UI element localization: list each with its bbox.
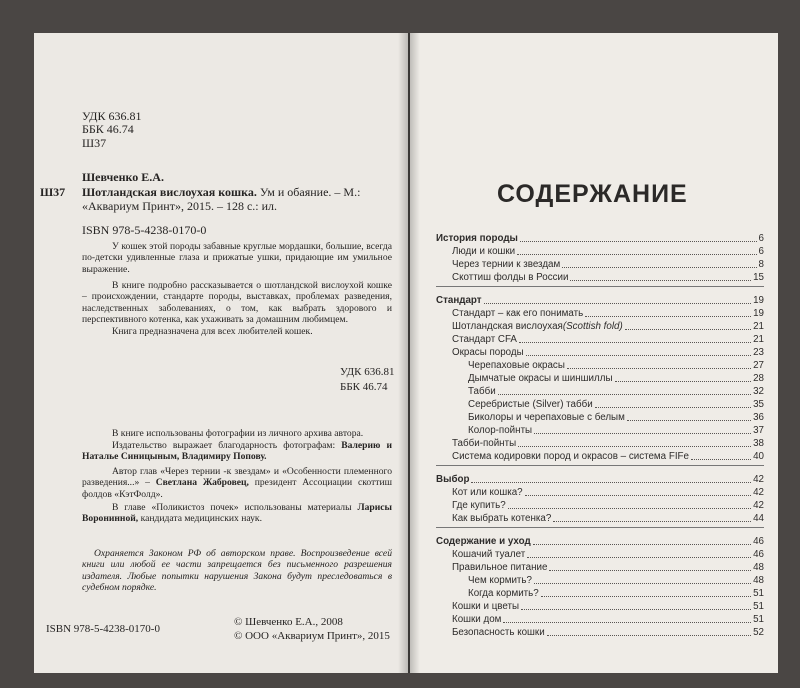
toc-leader-dots [549,570,751,571]
toc-page-number: 15 [753,272,764,283]
toc-entry-label: Кошачий туалет [452,549,526,560]
toc-entry-label: Кошки дом [452,614,502,625]
toc-leader-dots [526,355,751,356]
toc-page-number: 48 [753,562,764,573]
book-gutter [398,33,420,673]
toc-page-number: 23 [753,347,764,358]
toc-entry [452,626,764,639]
toc-page-number: 51 [753,588,764,599]
toc-page-number: 42 [753,487,764,498]
toc-entry [468,372,764,385]
toc-entry-label: Люди и кошки [452,246,516,257]
toc-entry [452,271,764,284]
udk-code: УДК 636.81 [340,366,395,378]
toc-leader-dots [484,303,752,304]
toc-entry-label: Дымчатые окрасы и шиншиллы [468,373,613,384]
toc-entry [468,424,764,437]
toc-separator [436,527,764,528]
toc-leader-dots [595,407,751,408]
udk-code: УДК 636.81 [82,109,142,123]
toc-leader-dots [517,254,756,255]
toc-leader-dots [519,342,751,343]
toc-entry [468,398,764,411]
bbk-code: ББК 46.74 [340,381,388,393]
toc-page-number: 44 [753,513,764,524]
toc-page-number: 51 [753,601,764,612]
toc-page-number: 35 [753,399,764,410]
toc-separator [436,465,764,466]
photographers-names: Валерию и Наталье Синицыным, Владимиру Попову. [82,440,392,463]
toc-page-number: 46 [753,549,764,560]
toc-section [436,294,764,307]
toc-entry [452,600,764,613]
toc-page-number: 51 [753,614,764,625]
toc-entry-label: Серебристые (Silver) табби [468,399,593,410]
toc-entry [452,320,764,333]
toc-leader-dots [533,544,751,545]
toc-entry-label: Где купить? [452,500,506,511]
toc-entry-label: Табби-пойнты [452,438,517,449]
author-name: Шевченко Е.А. [82,170,164,184]
toc-entry-label: Кот или кошка? [452,487,523,498]
toc-entry-label: Табби [468,386,496,397]
toc-entry [452,561,764,574]
toc-page-number: 42 [753,474,764,485]
toc-entry-label: Когда кормить? [468,588,539,599]
toc-entry-label: Как выбрать котенка? [452,513,552,524]
toc-section [436,535,764,548]
toc-leader-dots [553,521,751,522]
toc-leader-dots [534,583,751,584]
toc-entry [452,450,764,463]
toc-leader-dots [534,433,751,434]
toc-leader-dots [562,267,756,268]
toc-entry [452,512,764,525]
toc-leader-dots [691,459,751,460]
toc-entry [452,245,764,258]
toc-entry [452,346,764,359]
toc-page-number: 28 [753,373,764,384]
toc-page-number: 6 [758,233,764,244]
credits-paragraph [82,502,392,525]
toc-entry-label: Через тернии к звездам [452,259,561,270]
author-code: Ш37 [82,136,107,150]
toc-entry [468,411,764,424]
credits-text: Издательство выражает благодарность фотографам: [112,440,336,451]
toc-entry-label: Безопасность кошки [452,627,545,638]
credits-text: кандидата медицинских наук. [140,513,262,525]
toc-entry-label: Правильное питание [452,562,548,573]
toc-page-number: 21 [753,334,764,345]
copyright-author: © Шевченко Е.А., 2008 [234,616,343,628]
toc-page-number: 6 [758,246,764,257]
annotation-paragraph: В книге подробно рассказывается о шотландской вислоухой кошке – происхождении, стандарте породы, выставках, проблемах разведения, наследственных заболеваниях, о том, как выбрать здорового и перспективного котенка, как ухаживать за домашним любимцем. [82,280,392,326]
toc-entry [452,613,764,626]
toc-leader-dots [508,508,751,509]
toc-leader-dots [527,557,751,558]
toc-page-number: 40 [753,451,764,462]
copyright-publisher: © ООО «Аквариум Принт», 2015 [234,630,390,642]
toc-leader-dots [498,394,751,395]
book-title: Шотландская вислоухая кошка. [82,185,257,199]
toc-leader-dots [525,495,751,496]
catalog-code: Ш37 [40,185,66,199]
toc-entry-label: Биколоры и черепаховые с белым [468,412,625,423]
toc-entry [468,574,764,587]
toc-entry [468,587,764,600]
credits-paragraph [82,466,392,500]
toc-page-number: 48 [753,575,764,586]
toc-entry-label: История породы [436,233,518,244]
toc-leader-dots [541,596,751,597]
toc-leader-dots [567,368,751,369]
toc-page-number: 37 [753,425,764,436]
toc-leader-dots [503,622,751,623]
toc-entry-label: Стандарт – как его понимать [452,308,584,319]
toc-separator [436,286,764,287]
toc-leader-dots [615,381,752,382]
bbk-code: ББК 46.74 [82,122,134,136]
toc-page-number: 8 [758,259,764,270]
credits-paragraph [82,440,392,463]
toc-entry-label: Стандарт [436,295,482,306]
toc-entry [468,385,764,398]
toc-leader-dots [585,316,751,317]
toc-entry [452,486,764,499]
toc-entry [452,548,764,561]
catalog-line-2: «Аквариум Принт», 2015. – 128 с.: ил. [82,199,278,213]
toc-entry [452,258,764,271]
toc-entry-label: Черепаховые окрасы [468,360,565,371]
toc-page-number: 42 [753,500,764,511]
toc-section [436,473,764,486]
toc-entry-label: Содержание и уход [436,536,531,547]
toc-entry-label: Скоттиш фолды в России [452,272,569,283]
isbn: ISBN 978-5-4238-0170-0 [46,623,160,635]
toc-leader-dots [521,609,751,610]
toc-page-number: 46 [753,536,764,547]
catalog-subtitle: Ум и обаяние. – М.: [259,185,361,199]
toc-section [436,232,764,245]
chapter-author-name: Светлана Жабровец, [155,477,249,489]
toc-page-number: 36 [753,412,764,423]
copyright-notice: Охраняется Законом РФ об авторском праве. Воспроизведение всей книги или любой ее части запрещается без письменного разрешения издателя. Любые попытки нарушения Закона будут преследоваться в судебном порядке. [82,548,392,594]
toc-leader-dots [625,329,751,330]
toc-entry-label: Кошки и цветы [452,601,520,612]
toc-entry [452,499,764,512]
annotation-paragraph: У кошек этой породы забавные круглые мордашки, большие, всегда по-детски удивленные глаза и прижатые ушки, придающие им умильное выражение. [82,241,392,275]
toc-entry-label: Шотландская вислоухая [452,321,563,332]
annotation-paragraph: Книга предназначена для всех любителей кошек. [112,326,313,337]
toc-page-number: 52 [753,627,764,638]
toc-page-number: 27 [753,360,764,371]
toc-entry-label: Система кодировки пород и окрасов – система FIFe [452,451,689,462]
toc-entry [468,359,764,372]
toc-leader-dots [520,241,757,242]
toc-leader-dots [471,482,751,483]
toc-page-number: 21 [753,321,764,332]
credits-text: президент Ассоциации скоттиш фолдов «КэтФолд». [82,477,392,500]
toc-entry-label: Окрасы породы [452,347,524,358]
toc-leader-dots [518,446,751,447]
toc-entry [452,333,764,346]
toc-entry-label: Стандарт CFA [452,334,517,345]
contributor-name: Ларисы Воронинной, [82,502,393,525]
isbn: ISBN 978-5-4238-0170-0 [82,223,207,237]
toc-page-number: 19 [753,308,764,319]
toc-page-number: 38 [753,438,764,449]
toc-entry [452,437,764,450]
credits-text: Автор глав «Через тернии -к звездам» и «Особенности племенного разведения...» – [82,466,392,489]
credits-paragraph: В книге использованы фотографии из личного архива автора. [112,428,364,439]
toc-entry [452,307,764,320]
page-title: СОДЕРЖАНИЕ [497,180,688,208]
toc-page-number: 19 [753,295,764,306]
catalog-line-1 [82,186,360,199]
toc-entry-label: Чем кормить? [468,575,532,586]
toc-page-number: 32 [753,386,764,397]
toc-entry-label: Колор-пойнты [468,425,533,436]
toc-leader-dots [627,420,751,421]
credits-text: В главе «Поликистоз почек» использованы материалы [112,502,352,513]
toc-leader-dots [547,635,751,636]
toc-leader-dots [570,280,751,281]
toc-entry-label: Выбор [436,474,470,485]
toc-entry-label-italic: (Scottish fold) [562,321,623,332]
